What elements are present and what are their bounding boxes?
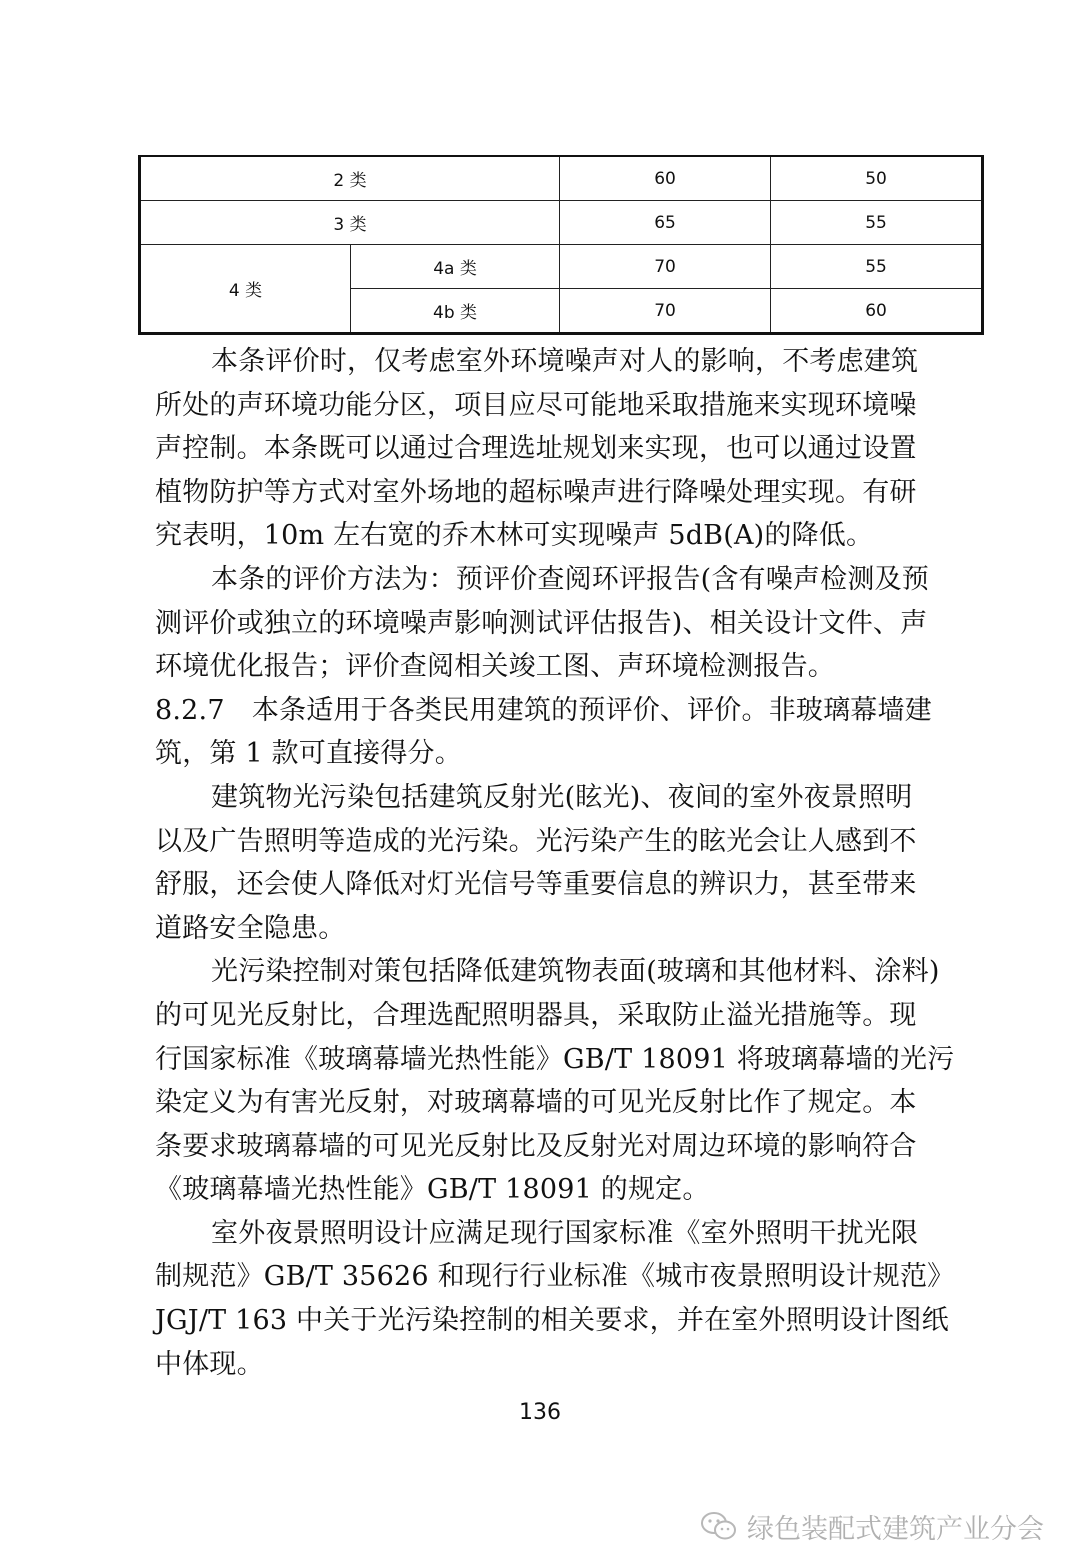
table-cell-night: 50	[771, 156, 983, 201]
table-cell-night: 60	[771, 289, 983, 334]
table-cell-day: 70	[560, 245, 771, 289]
text-line: 室外夜景照明设计应满足现行国家标准《室外照明干扰光限	[211, 1217, 919, 1249]
table-cell-night: 55	[771, 245, 983, 289]
text-line: 究表明，10m 左右宽的乔木林可实现噪声 5dB(A)的降低。	[155, 520, 874, 552]
text-line: 道路安全隐患。	[155, 912, 346, 944]
table-cell-category: 2 类	[140, 156, 560, 201]
table-row	[140, 156, 983, 201]
text-line: 测评价或独立的环境噪声影响测试评估报告)、相关设计文件、声	[155, 607, 928, 639]
text-line: 舒服，还会使人降低对灯光信号等重要信息的辨识力，甚至带来	[155, 869, 917, 901]
clause-heading-line: 8.2.7 本条适用于各类民用建筑的预评价、评价。非玻璃幕墙建	[155, 694, 932, 726]
text-line: 植物防护等方式对室外场地的超标噪声进行降噪处理实现。有研	[155, 476, 917, 508]
table-cell-day: 70	[560, 289, 771, 334]
text-line: 光污染控制对策包括降低建筑物表面(玻璃和其他材料、涂料)	[211, 956, 940, 988]
watermark	[699, 1507, 1044, 1546]
table-cell-category: 3 类	[140, 201, 560, 245]
text-line: 条要求玻璃幕墙的可见光反射比及反射光对周边环境的影响符合	[155, 1130, 917, 1162]
body-text	[155, 340, 975, 1386]
text-line: 中体现。	[155, 1348, 264, 1380]
noise-limit-table	[138, 155, 984, 335]
table-cell-category: 4 类	[140, 245, 351, 334]
text-line: 本条的评价方法为：预评价查阅环评报告(含有噪声检测及预	[211, 563, 929, 595]
table-cell-subcategory: 4b 类	[351, 289, 560, 334]
text-line: 环境优化报告；评价查阅相关竣工图、声环境检测报告。	[155, 651, 835, 683]
table-cell-subcategory: 4a 类	[351, 245, 560, 289]
text-line: 制规范》GB/T 35626 和现行行业标准《城市夜景照明设计规范》	[155, 1261, 955, 1293]
text-line: 声控制。本条既可以通过合理选址规划来实现，也可以通过设置	[155, 433, 917, 465]
text-line: 建筑物光污染包括建筑反射光(眩光)、夜间的室外夜景照明	[211, 781, 913, 813]
text-line: 本条评价时，仅考虑室外环境噪声对人的影响，不考虑建筑	[211, 346, 919, 377]
table-row	[140, 245, 983, 289]
text-line: JGJ/T 163 中关于光污染控制的相关要求，并在室外照明设计图纸	[155, 1305, 949, 1337]
table-cell-day: 65	[560, 201, 771, 245]
text-line: 的可见光反射比，合理选配照明器具，采取防止溢光措施等。现	[155, 999, 917, 1031]
watermark-text: 绿色装配式建筑产业分会	[747, 1514, 1044, 1545]
text-line: 筑，第 1 款可直接得分。	[155, 738, 462, 770]
wechat-icon	[699, 1510, 739, 1544]
text-line: 所处的声环境功能分区，项目应尽可能地采取措施来实现环境噪	[155, 389, 917, 421]
text-line: 《玻璃幕墙光热性能》GB/T 18091 的规定。	[155, 1174, 710, 1206]
text-line: 行国家标准《玻璃幕墙光热性能》GB/T 18091 将玻璃幕墙的光污	[155, 1043, 955, 1075]
table-row	[140, 201, 983, 245]
table-cell-day: 60	[560, 156, 771, 201]
page-number: 136	[519, 1400, 561, 1425]
text-line: 染定义为有害光反射，对玻璃幕墙的可见光反射比作了规定。本	[155, 1087, 917, 1119]
text-line: 以及广告照明等造成的光污染。光污染产生的眩光会让人感到不	[155, 825, 917, 857]
table-cell-night: 55	[771, 201, 983, 245]
